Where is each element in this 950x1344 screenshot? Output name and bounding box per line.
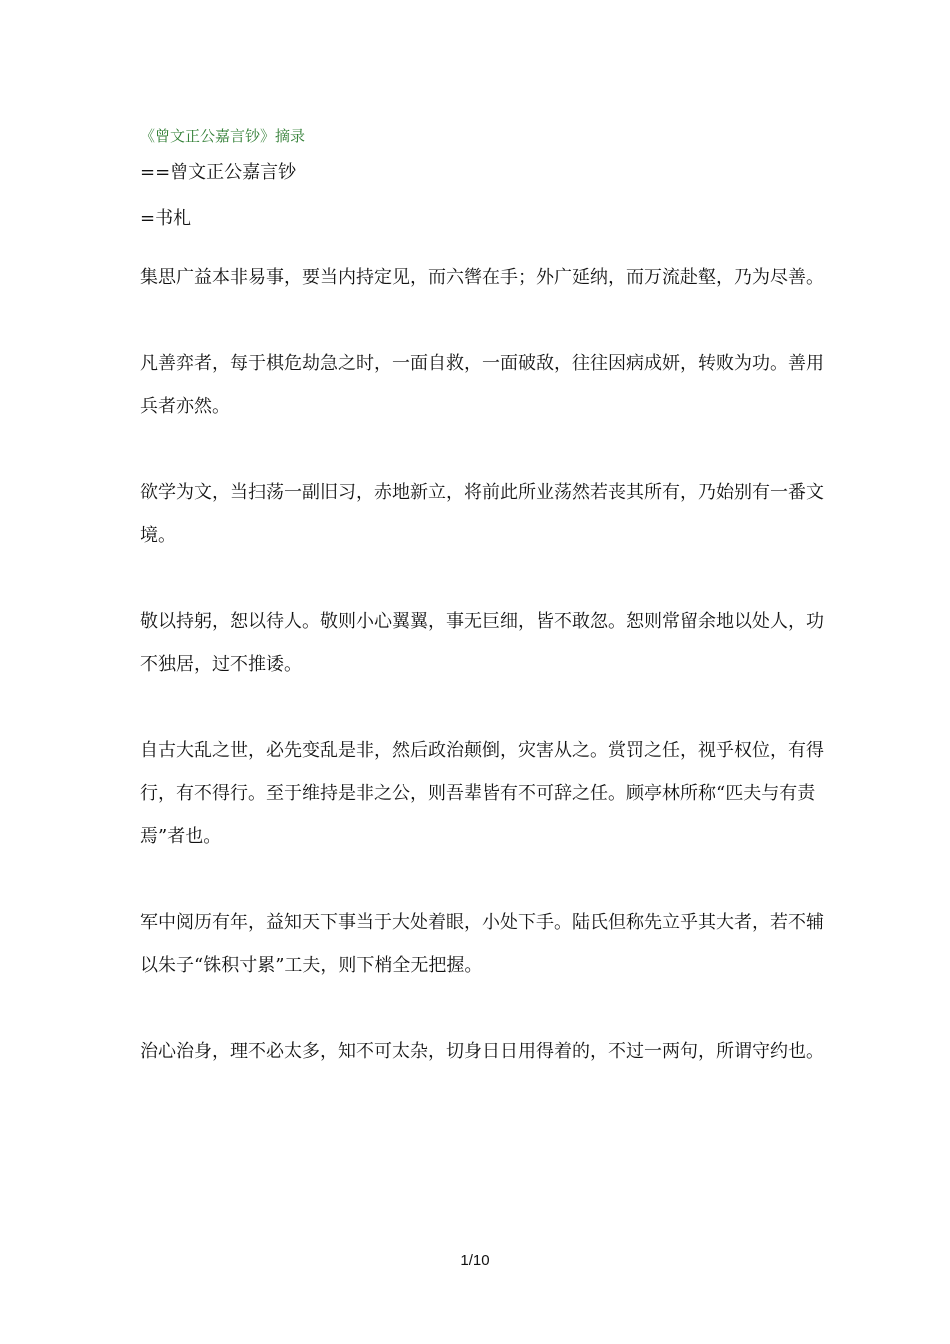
paragraph: 敬以持躬，恕以待人。敬则小心翼翼，事无巨细，皆不敢忽。恕则常留余地以处人，功不独居，过不推诿。 <box>140 611 824 675</box>
paragraph: 自古大乱之世，必先变乱是非，然后政治颠倒，灾害从之。赏罚之任，视乎权位，有得行，有不得行。至于维持是非之公，则吾辈皆有不可辞之任。顾亭林所称“匹夫与有责焉”者也。 <box>140 740 824 847</box>
paragraph: 欲学为文，当扫荡一副旧习，赤地新立，将前此所业荡然若丧其所有，乃始别有一番文境。 <box>140 482 824 546</box>
document-title: 《曾文正公嘉言钞》摘录 <box>140 127 306 145</box>
paragraph-list <box>140 256 830 1073</box>
paragraph: 集思广益本非易事，要当内持定见，而六辔在手；外广延纳，而万流赴壑，乃为尽善。 <box>140 267 824 288</box>
section-heading: ==曾文正公嘉言钞 <box>140 162 297 183</box>
document-content <box>140 118 830 1116</box>
paragraph: 治心治身，理不必太多，知不可太杂，切身日日用得着的，不过一两句，所谓守约也。 <box>140 1041 824 1062</box>
paragraph: 军中阅历有年，益知天下事当于大处着眼，小处下手。陆氏但称先立乎其大者，若不辅以朱子“铢积寸累”工夫，则下梢全无把握。 <box>140 912 824 976</box>
subsection-heading: =书札 <box>140 208 192 229</box>
page-number: 1/10 <box>460 1252 490 1269</box>
paragraph: 凡善弈者，每于棋危劫急之时，一面自救，一面破敌，往往因病成妍，转败为功。善用兵者亦然。 <box>140 353 824 417</box>
